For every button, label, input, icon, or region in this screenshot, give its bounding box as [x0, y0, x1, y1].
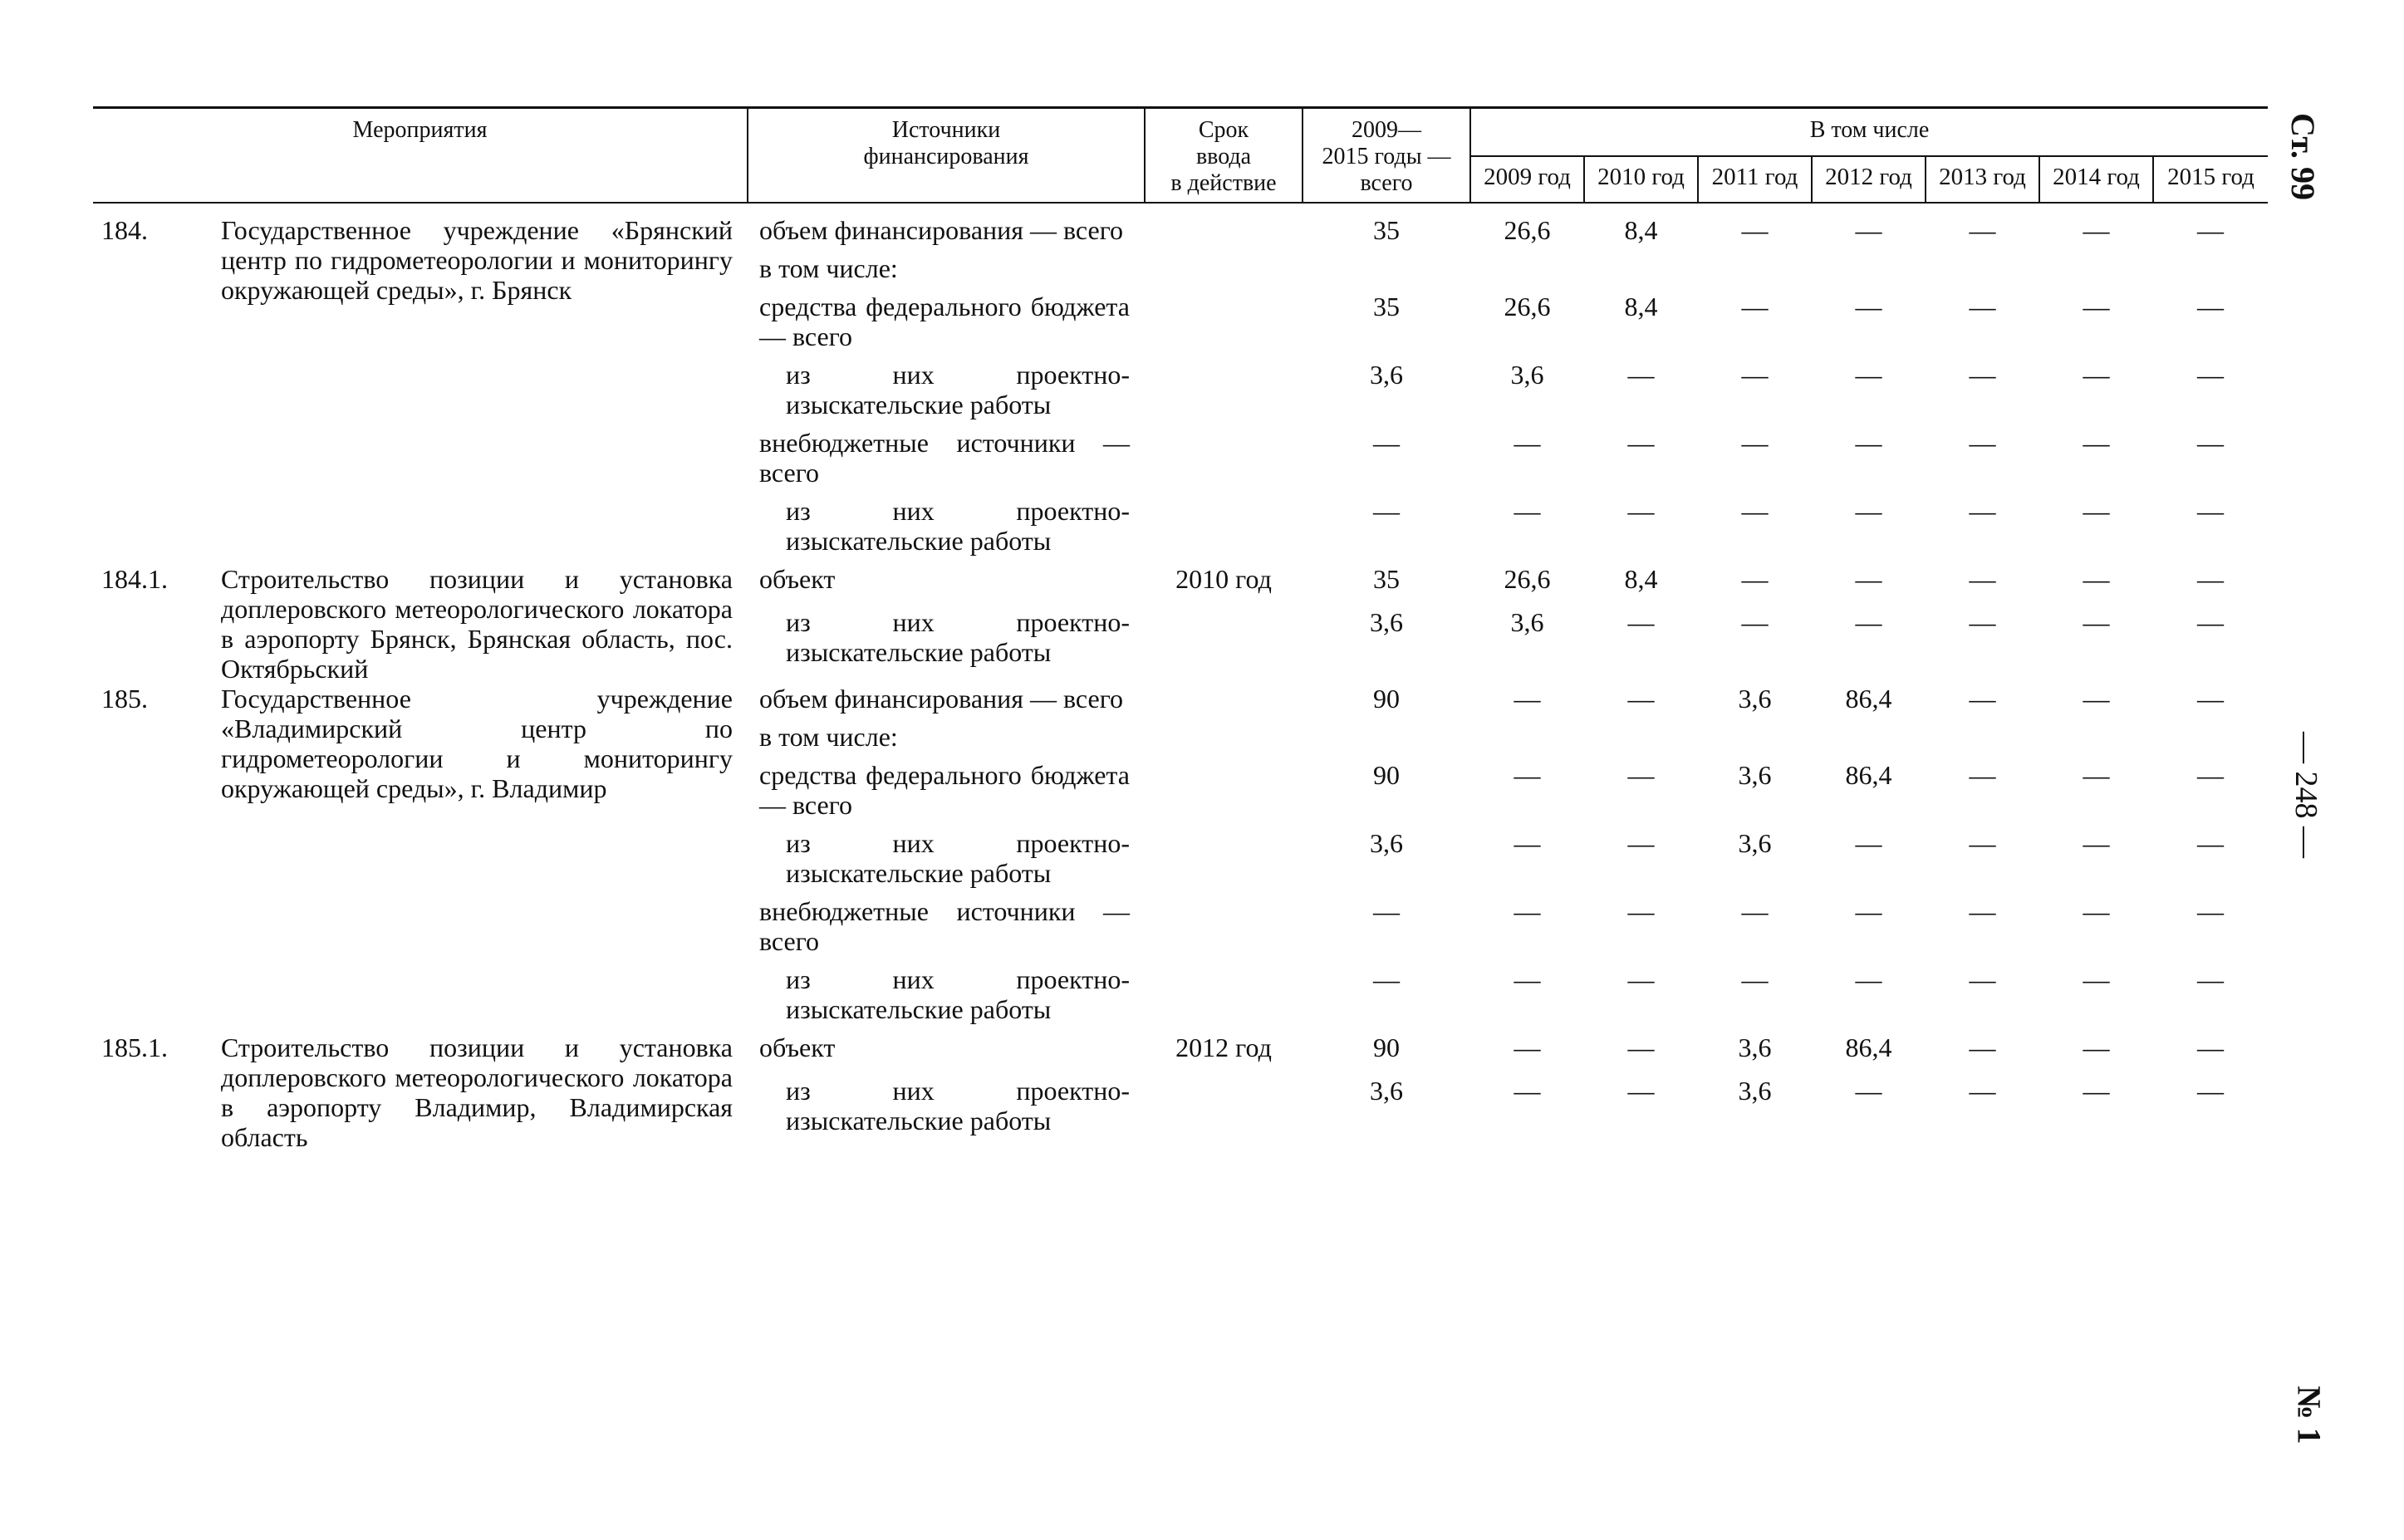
year-value: —: [1627, 684, 1655, 714]
year-value: —: [2083, 684, 2110, 714]
total-value: 90: [1373, 760, 1400, 790]
event-description: Строительство позиции и установка доплеровского метеорологического локатора в аэропорту Владимир, Владимирская область: [221, 1032, 733, 1152]
year-value: —: [1514, 684, 1541, 714]
year-value: [1584, 253, 1698, 292]
funding-source: из них проектно-изыскательские работы: [786, 606, 1130, 667]
article-number: Ст. 99: [2284, 113, 2322, 200]
year-value: —: [2197, 760, 2225, 790]
header-including: В том числе: [1470, 108, 2268, 157]
year-value: 3,6: [1738, 760, 1772, 790]
table-body: [93, 203, 2268, 1152]
year-value: [2039, 722, 2153, 760]
year-value: [1470, 722, 1584, 760]
year-value: 86,4: [1845, 1032, 1892, 1062]
year-value: —: [1741, 964, 1769, 994]
year-value: —: [1627, 606, 1655, 637]
event-description: Государственное учреждение «Владимирский центр по гидрометеорологии и мониторингу окружающей среды», г. Владимир: [221, 684, 733, 803]
header-sources: [748, 108, 1145, 204]
row-number: 185.: [101, 684, 148, 714]
year-value: —: [1855, 828, 1882, 858]
year-value: —: [2197, 292, 2225, 321]
event-description: Строительство позиции и установка доплеровского метеорологического локатора в аэропорту Брянск, Брянская область, пос. Октябрьский: [221, 564, 733, 684]
year-value: —: [2197, 606, 2225, 637]
funding-source: средства федерального бюджета — всего: [759, 760, 1130, 820]
year-value: —: [1741, 564, 1769, 594]
year-value: —: [2083, 964, 2110, 994]
year-value: —: [1969, 760, 1996, 790]
table-row: [93, 1032, 2268, 1076]
year-value: —: [1627, 360, 1655, 390]
year-value: —: [2197, 684, 2225, 714]
year-value: —: [1627, 496, 1655, 526]
year-value: —: [1514, 1075, 1541, 1106]
commissioning-term: [1145, 684, 1303, 722]
year-value: —: [1969, 292, 1996, 321]
year-value: —: [2197, 1032, 2225, 1062]
year-value: 3,6: [1738, 1075, 1772, 1106]
funding-source: объем финансирования — всего: [759, 684, 1124, 714]
year-value: —: [2083, 1032, 2110, 1062]
year-value: 3,6: [1738, 684, 1772, 714]
issue-number: № 1: [2290, 1386, 2328, 1444]
year-value: —: [1969, 215, 1996, 245]
year-value: [1698, 722, 1812, 760]
total-value: 35: [1373, 292, 1400, 321]
total-value: —: [1373, 496, 1400, 526]
row-number: 184.: [101, 215, 148, 245]
funding-source: из них проектно-изыскательские работы: [786, 964, 1130, 1024]
header-total: [1303, 108, 1470, 204]
year-value: —: [1741, 496, 1769, 526]
year-value: —: [1627, 428, 1655, 458]
year-value: [2039, 253, 2153, 292]
year-value: —: [1855, 606, 1882, 637]
header-year-2014: 2014 год: [2039, 156, 2153, 203]
year-value: 26,6: [1504, 292, 1551, 321]
header-sources-line2: финансирования: [863, 144, 1029, 169]
header-term-line3: в действие: [1170, 170, 1277, 196]
header-term: [1145, 108, 1303, 204]
year-value: —: [2083, 428, 2110, 458]
funding-source: объект: [759, 1032, 836, 1062]
year-value: —: [1969, 428, 1996, 458]
year-value: —: [1741, 896, 1769, 926]
year-value: —: [1969, 684, 1996, 714]
year-value: —: [1855, 360, 1882, 390]
funding-source: из них проектно-изыскательские работы: [786, 360, 1130, 419]
table-row: [93, 684, 2268, 722]
year-value: —: [2083, 828, 2110, 858]
commissioning-term: [1145, 896, 1303, 964]
year-value: —: [1741, 360, 1769, 390]
year-value: —: [1627, 828, 1655, 858]
header-year-2011: 2011 год: [1698, 156, 1812, 203]
header-total-line3: всего: [1360, 170, 1413, 196]
year-value: [1926, 253, 2039, 292]
year-value: —: [1627, 896, 1655, 926]
year-value: —: [1627, 1032, 1655, 1062]
year-value: —: [1969, 1032, 1996, 1062]
year-value: —: [1514, 760, 1541, 790]
year-value: [1812, 253, 1926, 292]
year-value: —: [1514, 896, 1541, 926]
year-value: —: [1627, 760, 1655, 790]
year-value: [1812, 722, 1926, 760]
year-value: [1584, 722, 1698, 760]
year-value: —: [2083, 360, 2110, 390]
year-value: —: [1627, 964, 1655, 994]
event-description: Государственное учреждение «Брянский центр по гидрометеорологии и мониторингу окружающей среды», г. Брянск: [221, 215, 733, 305]
row-number: 185.1.: [101, 1032, 168, 1062]
year-value: 3,6: [1510, 360, 1544, 390]
year-value: —: [1627, 1075, 1655, 1106]
year-value: —: [1514, 828, 1541, 858]
year-value: —: [1855, 896, 1882, 926]
year-value: 8,4: [1624, 292, 1658, 321]
year-value: —: [1741, 215, 1769, 245]
year-value: —: [2083, 496, 2110, 526]
year-value: —: [2197, 360, 2225, 390]
year-value: —: [2197, 428, 2225, 458]
header-total-line2: 2015 годы —: [1322, 144, 1451, 169]
year-value: —: [2083, 896, 2110, 926]
header-year-2015: 2015 год: [2153, 156, 2268, 203]
year-value: [2153, 253, 2268, 292]
year-value: —: [1969, 828, 1996, 858]
total-value: 90: [1373, 684, 1400, 714]
year-value: 86,4: [1845, 684, 1892, 714]
year-value: —: [1855, 292, 1882, 321]
header-year-2013: 2013 год: [1926, 156, 2039, 203]
year-value: —: [1855, 964, 1882, 994]
header-year-2010: 2010 год: [1584, 156, 1698, 203]
year-value: —: [1855, 564, 1882, 594]
year-value: —: [2197, 964, 2225, 994]
year-value: —: [2083, 606, 2110, 637]
funding-source: из них проектно-изыскательские работы: [786, 828, 1130, 888]
header-sources-line1: Источники: [891, 117, 1001, 143]
year-value: —: [2197, 828, 2225, 858]
year-value: 3,6: [1738, 1032, 1772, 1062]
total-value: 3,6: [1370, 360, 1403, 390]
funding-source: средства федерального бюджета — всего: [759, 292, 1130, 351]
funding-source: в том числе:: [759, 253, 898, 283]
row-number: 184.1.: [101, 564, 168, 594]
commissioning-term: [1145, 1076, 1303, 1152]
year-value: —: [1514, 496, 1541, 526]
year-value: —: [1969, 606, 1996, 637]
funding-source: объект: [759, 564, 836, 594]
table-row: [93, 564, 2268, 607]
year-value: —: [2197, 215, 2225, 245]
commissioning-term: [1145, 964, 1303, 1032]
total-value: [1303, 253, 1470, 292]
header-spacer: [93, 203, 2268, 215]
commissioning-term: [1145, 828, 1303, 896]
year-value: [2153, 722, 2268, 760]
year-value: [1470, 253, 1584, 292]
commissioning-term: [1145, 607, 1303, 684]
commissioning-term: 2010 год: [1175, 564, 1272, 594]
year-value: —: [1514, 1032, 1541, 1062]
table-header: [93, 108, 2268, 204]
year-value: —: [1969, 564, 1996, 594]
funding-source: из них проектно-изыскательские работы: [786, 1075, 1130, 1135]
commissioning-term: [1145, 722, 1303, 760]
year-value: —: [2083, 1075, 2110, 1106]
year-value: —: [1514, 964, 1541, 994]
total-value: —: [1373, 964, 1400, 994]
year-value: 3,6: [1738, 828, 1772, 858]
year-value: —: [2083, 215, 2110, 245]
table-row: [93, 215, 2268, 253]
year-value: [1698, 253, 1812, 292]
year-value: —: [1855, 1075, 1882, 1106]
year-value: —: [1514, 428, 1541, 458]
year-value: —: [1741, 606, 1769, 637]
year-value: 26,6: [1504, 564, 1551, 594]
year-value: [1926, 722, 2039, 760]
year-value: —: [1741, 428, 1769, 458]
year-value: —: [2083, 292, 2110, 321]
header-events: Мероприятия: [93, 108, 748, 204]
year-value: —: [1969, 1075, 1996, 1106]
year-value: —: [2197, 496, 2225, 526]
year-value: —: [1969, 964, 1996, 994]
header-year-2009: 2009 год: [1470, 156, 1584, 203]
year-value: —: [1969, 360, 1996, 390]
funding-source: внебюджетные источники — всего: [759, 896, 1130, 956]
year-value: —: [2197, 564, 2225, 594]
funding-source: из них проектно-изыскательские работы: [786, 496, 1130, 556]
funding-table: [93, 106, 2268, 1152]
total-value: 35: [1373, 564, 1400, 594]
year-value: 8,4: [1624, 215, 1658, 245]
header-year-2012: 2012 год: [1812, 156, 1926, 203]
total-value: —: [1373, 428, 1400, 458]
year-value: 8,4: [1624, 564, 1658, 594]
funding-source: объем финансирования — всего: [759, 215, 1124, 245]
header-term-line1: Срок: [1198, 117, 1249, 143]
commissioning-term: [1145, 428, 1303, 496]
funding-source: внебюджетные источники — всего: [759, 428, 1130, 488]
commissioning-term: [1145, 496, 1303, 564]
year-value: —: [2083, 760, 2110, 790]
year-value: —: [2083, 564, 2110, 594]
total-value: 3,6: [1370, 1075, 1403, 1106]
year-value: —: [1969, 496, 1996, 526]
header-term-line2: ввода: [1195, 144, 1252, 169]
commissioning-term: [1145, 360, 1303, 428]
year-value: —: [1855, 215, 1882, 245]
year-value: —: [1741, 292, 1769, 321]
commissioning-term: [1145, 253, 1303, 292]
page-number: — 248 —: [2289, 732, 2323, 858]
year-value: 3,6: [1510, 606, 1544, 637]
commissioning-term: [1145, 215, 1303, 253]
commissioning-term: [1145, 760, 1303, 828]
funding-source: в том числе:: [759, 722, 898, 752]
total-value: [1303, 722, 1470, 760]
year-value: 26,6: [1504, 215, 1551, 245]
commissioning-term: [1145, 292, 1303, 360]
total-value: —: [1373, 896, 1400, 926]
header-total-line1: 2009—: [1352, 117, 1421, 143]
total-value: 90: [1373, 1032, 1400, 1062]
year-value: —: [2197, 896, 2225, 926]
year-value: —: [2197, 1075, 2225, 1106]
total-value: 3,6: [1370, 828, 1403, 858]
commissioning-term: 2012 год: [1175, 1032, 1272, 1062]
year-value: —: [1855, 496, 1882, 526]
year-value: —: [1855, 428, 1882, 458]
year-value: 86,4: [1845, 760, 1892, 790]
total-value: 35: [1373, 215, 1400, 245]
year-value: —: [1969, 896, 1996, 926]
total-value: 3,6: [1370, 606, 1403, 637]
